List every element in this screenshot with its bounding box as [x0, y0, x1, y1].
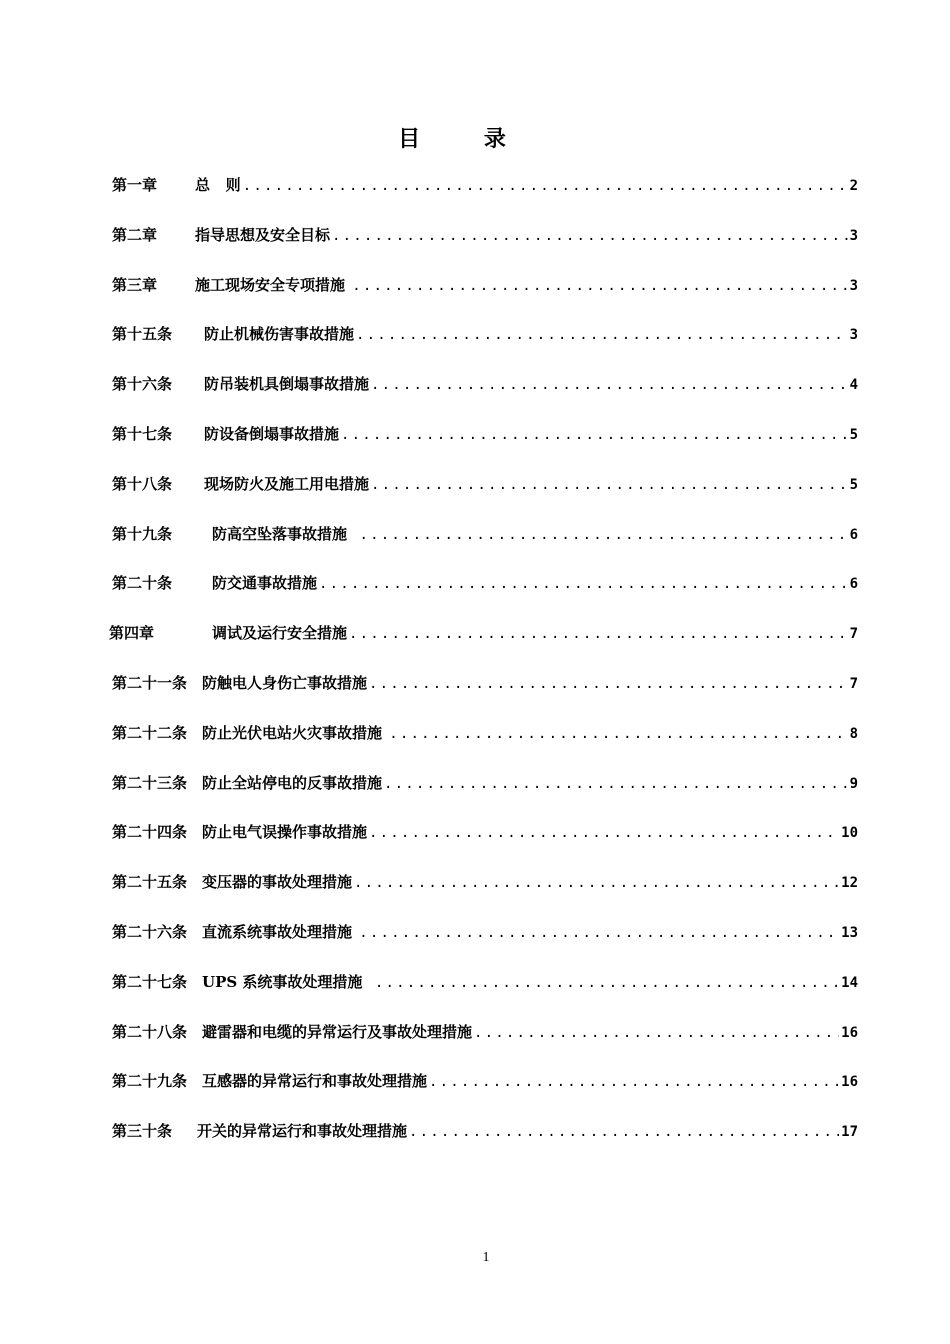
toc-leader-dots [354, 875, 839, 891]
toc-entry[interactable] [112, 1021, 858, 1071]
toc-entry-label: 防吊装机具倒塌事故措施 [204, 375, 370, 394]
toc-entry-label: 防止机械伤害事故措施 [204, 325, 355, 344]
page-number: 1 [482, 1250, 490, 1265]
toc-leader-dots [341, 427, 848, 443]
toc-entry[interactable] [112, 772, 858, 822]
toc-leader-dots [384, 776, 848, 792]
toc-entry-number: 第二十八条 [112, 1022, 188, 1041]
toc-entry-number: 第二十九条 [112, 1072, 188, 1091]
toc-entry-label: 防高空坠落事故措施 [212, 524, 358, 543]
toc-entry-number: 第四章 [109, 624, 155, 643]
toc-list [109, 174, 858, 1170]
toc-entry-page: 7 [849, 626, 858, 643]
toc-entry-page: 2 [849, 178, 858, 194]
toc-leader-dots [332, 228, 848, 244]
toc-entry-number: 第十八条 [112, 474, 173, 493]
toc-entry-label: 现场防火及施工用电措施 [204, 474, 370, 493]
toc-entry-page: 13 [841, 924, 858, 941]
toc-entry-label: 开关的异常运行和事故处理措施 [197, 1122, 408, 1141]
toc-entry[interactable] [112, 672, 858, 722]
toc-entry-label: 互感器的异常运行和事故处理措施 [202, 1072, 428, 1091]
toc-entry-number: 第二章 [112, 225, 158, 244]
toc-leader-dots [352, 278, 847, 294]
toc-entry-page: 7 [849, 675, 858, 692]
toc-entry[interactable] [112, 971, 858, 1021]
toc-entry-page: 4 [849, 377, 858, 394]
toc-entry-number: 第二十七条 [112, 972, 188, 991]
toc-entry[interactable] [112, 871, 858, 921]
toc-entry-label: 防交通事故措施 [212, 574, 318, 593]
toc-entry[interactable] [109, 622, 858, 672]
toc-entry-number: 第二十四条 [112, 823, 188, 842]
toc-entry-page: 17 [841, 1124, 858, 1141]
toc-entry[interactable] [112, 1120, 858, 1170]
toc-entry[interactable] [112, 722, 858, 772]
toc-entry[interactable] [112, 473, 858, 523]
toc-leader-dots [409, 1124, 839, 1140]
toc-leader-dots [349, 626, 848, 642]
toc-entry-label: 总 则 [195, 176, 241, 194]
toc-entry-number: 第十九条 [112, 524, 173, 543]
toc-entry-label: UPS 系统事故处理措施 [202, 972, 373, 991]
toc-entry-label: 防设备倒塌事故措施 [204, 424, 340, 443]
toc-entry[interactable] [112, 821, 858, 871]
toc-entry-label: 指导思想及安全目标 [195, 225, 331, 244]
toc-entry-label: 防止光伏电站火灾事故措施 [202, 723, 388, 742]
toc-entry-label: 避雷器和电缆的异常运行及事故处理措施 [202, 1022, 473, 1041]
toc-leader-dots [359, 527, 847, 543]
toc-entry-page: 5 [849, 476, 858, 493]
toc-entry[interactable] [112, 373, 858, 423]
toc-entry-page: 5 [849, 426, 858, 443]
toc-entry[interactable] [112, 274, 858, 324]
toc-leader-dots [371, 477, 848, 493]
toc-entry-label: 变压器的事故处理措施 [202, 873, 353, 892]
toc-entry-label: 防止全站停电的反事故措施 [202, 773, 383, 792]
toc-entry[interactable] [112, 572, 858, 622]
toc-entry-number: 第二十二条 [112, 723, 188, 742]
toc-leader-dots [369, 676, 848, 692]
toc-entry-page: 14 [841, 974, 858, 991]
toc-entry-page: 12 [841, 875, 858, 892]
toc-entry-number: 第三十条 [112, 1122, 173, 1141]
toc-entry-page: 6 [849, 576, 858, 593]
toc-entry-page: 8 [849, 725, 858, 742]
toc-entry-label: 直流系统事故处理措施 [202, 922, 358, 941]
toc-leader-dots [319, 576, 848, 592]
toc-leader-dots [389, 726, 847, 742]
toc-entry[interactable] [112, 523, 858, 573]
toc-entry-page: 9 [849, 775, 858, 792]
toc-entry-page: 3 [849, 227, 858, 244]
toc-entry-number: 第十七条 [112, 424, 173, 443]
toc-entry-number: 第二十三条 [112, 773, 188, 792]
toc-entry-number: 第二十一条 [112, 673, 188, 692]
toc-entry-page: 3 [849, 277, 858, 294]
toc-entry-page: 6 [849, 526, 858, 543]
toc-leader-dots [474, 1025, 839, 1041]
toc-title: 目 录 [398, 126, 534, 152]
toc-entry-number: 第一章 [112, 176, 158, 194]
toc-entry-page: 16 [841, 1024, 858, 1041]
toc-entry-number: 第十六条 [112, 375, 173, 394]
toc-entry-page: 10 [841, 825, 858, 842]
toc-entry-page: 16 [841, 1074, 858, 1091]
toc-entry-label: 调试及运行安全措施 [212, 624, 348, 643]
toc-entry[interactable] [112, 921, 858, 971]
toc-entry-number: 第二十五条 [112, 873, 188, 892]
toc-entry[interactable] [112, 423, 858, 473]
toc-leader-dots [371, 377, 848, 393]
toc-leader-dots [429, 1074, 839, 1090]
toc-entry[interactable] [112, 224, 858, 274]
toc-entry-label: 防触电人身伤亡事故措施 [202, 673, 368, 692]
toc-leader-dots [359, 925, 839, 941]
toc-leader-dots [369, 825, 839, 841]
toc-entry-number: 第二十六条 [112, 922, 188, 941]
toc-entry-label: 防止电气误操作事故措施 [202, 823, 368, 842]
toc-entry[interactable] [112, 323, 858, 373]
toc-leader-dots [243, 178, 848, 194]
toc-entry-label: 施工现场安全专项措施 [195, 275, 351, 294]
toc-entry-number: 第二十条 [112, 574, 173, 593]
toc-entry-number: 第十五条 [112, 325, 173, 344]
toc-leader-dots [356, 327, 848, 343]
toc-entry[interactable] [112, 1070, 858, 1120]
toc-entry-page: 3 [849, 327, 858, 344]
toc-entry-number: 第三章 [112, 275, 158, 294]
toc-entry[interactable] [112, 174, 858, 224]
toc-leader-dots [375, 975, 839, 991]
